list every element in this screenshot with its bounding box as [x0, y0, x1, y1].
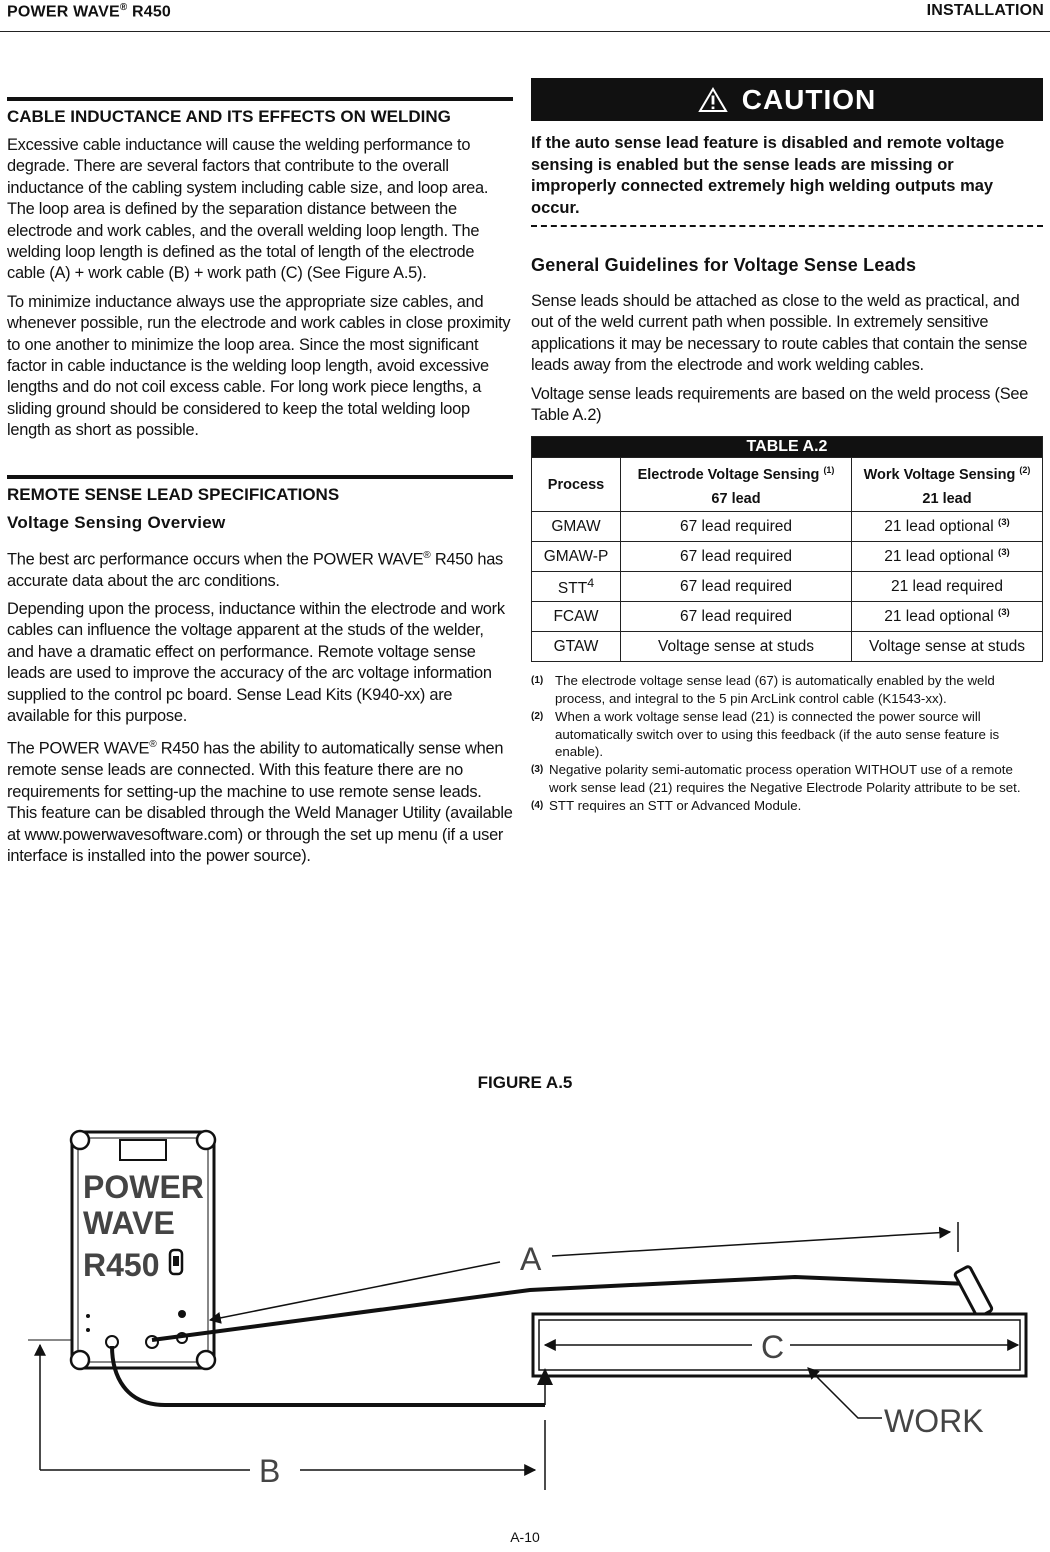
guidelines-title: General Guidelines for Voltage Sense Leads — [531, 255, 917, 275]
header-registered-mark: ® — [119, 2, 128, 13]
label-c: C — [761, 1329, 785, 1365]
caution-label: CAUTION — [741, 83, 877, 115]
paragraph: Voltage sense leads requirements are based on the weld process (See Table A.2) — [531, 384, 1029, 425]
section-title-remote-sense: REMOTE SENSE LEAD SPECIFICATIONS — [7, 484, 340, 504]
paragraph: The best arc performance occurs when the POWER WAVE® R450 has accurate data about the arc conditions. — [7, 549, 503, 590]
footnote: (3) Negative polarity semi-automatic process operation WITHOUT use of a remote work sense lead (21) requires the Negative Electrode Polarity attribute to be set. — [531, 762, 1021, 796]
header-divider — [0, 31, 1050, 32]
machine-label-line2: WAVE — [83, 1205, 175, 1241]
welding-loop-diagram — [0, 1100, 1050, 1500]
warning-triangle-icon — [698, 87, 728, 113]
column-header-process: Process — [532, 458, 621, 512]
table-row: GMAW 67 lead required 21 lead optional $^{(3)}$ — [532, 512, 1043, 542]
table-row: FCAW 67 lead required 21 lead optional $^{(3)}$ — [532, 602, 1043, 632]
figure-title: FIGURE A.5 — [477, 1073, 573, 1092]
header-product-model: R450 — [127, 3, 172, 21]
column-header-electrode: Electrode Voltage Sensing $^{(1)}$ 67 lead — [621, 458, 852, 512]
header-product — [7, 2, 171, 21]
dashed-divider — [531, 225, 1043, 227]
section-divider — [7, 97, 513, 101]
footnote: (4) STT requires an STT or Advanced Module. — [531, 797, 802, 813]
machine-label-line1: POWER — [83, 1169, 204, 1205]
section-divider — [7, 475, 513, 479]
registered-mark: ® — [423, 549, 431, 561]
caution-text: If the auto sense lead feature is disabled and remote voltage sensing is enabled but the sense leads are missing or improperly connected extremely high welding outputs may occur. — [531, 134, 1005, 217]
paragraph: Depending upon the process, inductance within the electrode and work cables can influence the voltage apparent at the studs of the welder, and have a dramatic effect on performance. Remote voltage sense leads are used to improve the accuracy of the arc voltage information supplied to the control pc board. Sense Lead Kits (K940-xx) are available for this purpose. — [7, 599, 505, 725]
dimension-a-right — [552, 1232, 950, 1256]
paragraph: The POWER WAVE® R450 has the ability to automatically sense when remote sense leads are connected. With this feature there are no requirements for setting-up the machine to use remote sense leads. This feature can be disabled through the Weld Manager Utility (available at www.powerwavesoftware.com) or through the set up menu (if a user interface is installed into the power source). — [7, 739, 513, 865]
caution-banner — [531, 78, 1043, 121]
label-work: WORK — [884, 1403, 984, 1439]
section-title-cable-inductance: CABLE INDUCTANCE AND ITS EFFECTS ON WELDING — [7, 107, 451, 126]
paragraph: Sense leads should be attached as close to the weld as practical, and out of the weld current path when possible. In extremely sensitive applications it may be necessary to route cables that contain the sense leads away from the electrode and work welding cables. — [531, 292, 1028, 375]
electrode-holder — [954, 1266, 992, 1318]
footnote: (2) When a work voltage sense lead (21) is connected the power source will automatically switch over to using this feedback (if the auto sense feature is enable). — [531, 708, 1000, 760]
table-title: TABLE A.2 — [532, 437, 1043, 458]
header-product-name: POWER WAVE — [7, 3, 120, 21]
page-number: A-10 — [510, 1529, 540, 1545]
table-footnotes — [531, 672, 1043, 814]
footnote: (1) The electrode voltage sense lead (67) is automatically enabled by the weld process, and integral to the 5 pin ArcLink control cable (K1543-xx). — [531, 673, 995, 707]
paragraph: Excessive cable inductance will cause the welding performance to degrade. There are several factors that contribute to the overall inductance of the cabling system including cable size, and loop area. The loop area is defined by the separation distance between the electrode and work cables, and the overall welding loop length. The welding loop length is defined as the total of length of the electrode cable (A) + work cable (B) + work path (C) (See Figure A.5). — [7, 136, 489, 283]
table-row: GMAW-P 67 lead required 21 lead optional $^{(3)}$ — [532, 542, 1043, 572]
label-b: B — [259, 1453, 281, 1489]
table-row: GTAW Voltage sense at studs Voltage sense at studs — [532, 632, 1043, 662]
left-column — [7, 97, 513, 874]
label-a: A — [520, 1241, 542, 1277]
header-section: INSTALLATION — [926, 2, 1044, 19]
paragraph: To minimize inductance always use the appropriate size cables, and whenever possible, run the electrode and work cables in close proximity to one another to minimize the loop area. Since the most significant factor in cable inductance is the welding loop length, avoid excessive lengths and do not coil excess cable. For long work piece lengths, a sliding ground should be considered to keep the total welding loop length as short as possible. — [7, 292, 511, 440]
column-header-work: Work Voltage Sensing $^{(2)}$ 21 lead — [852, 458, 1043, 512]
registered-mark: ® — [149, 739, 157, 751]
right-column — [531, 78, 1043, 815]
subsection-title-voltage-sensing: Voltage Sensing Overview — [7, 512, 226, 532]
table-row: STT$^4$ 67 lead required 21 lead required — [532, 572, 1043, 602]
machine-label-line3: R450 — [83, 1247, 160, 1283]
voltage-sense-table — [531, 436, 1043, 662]
